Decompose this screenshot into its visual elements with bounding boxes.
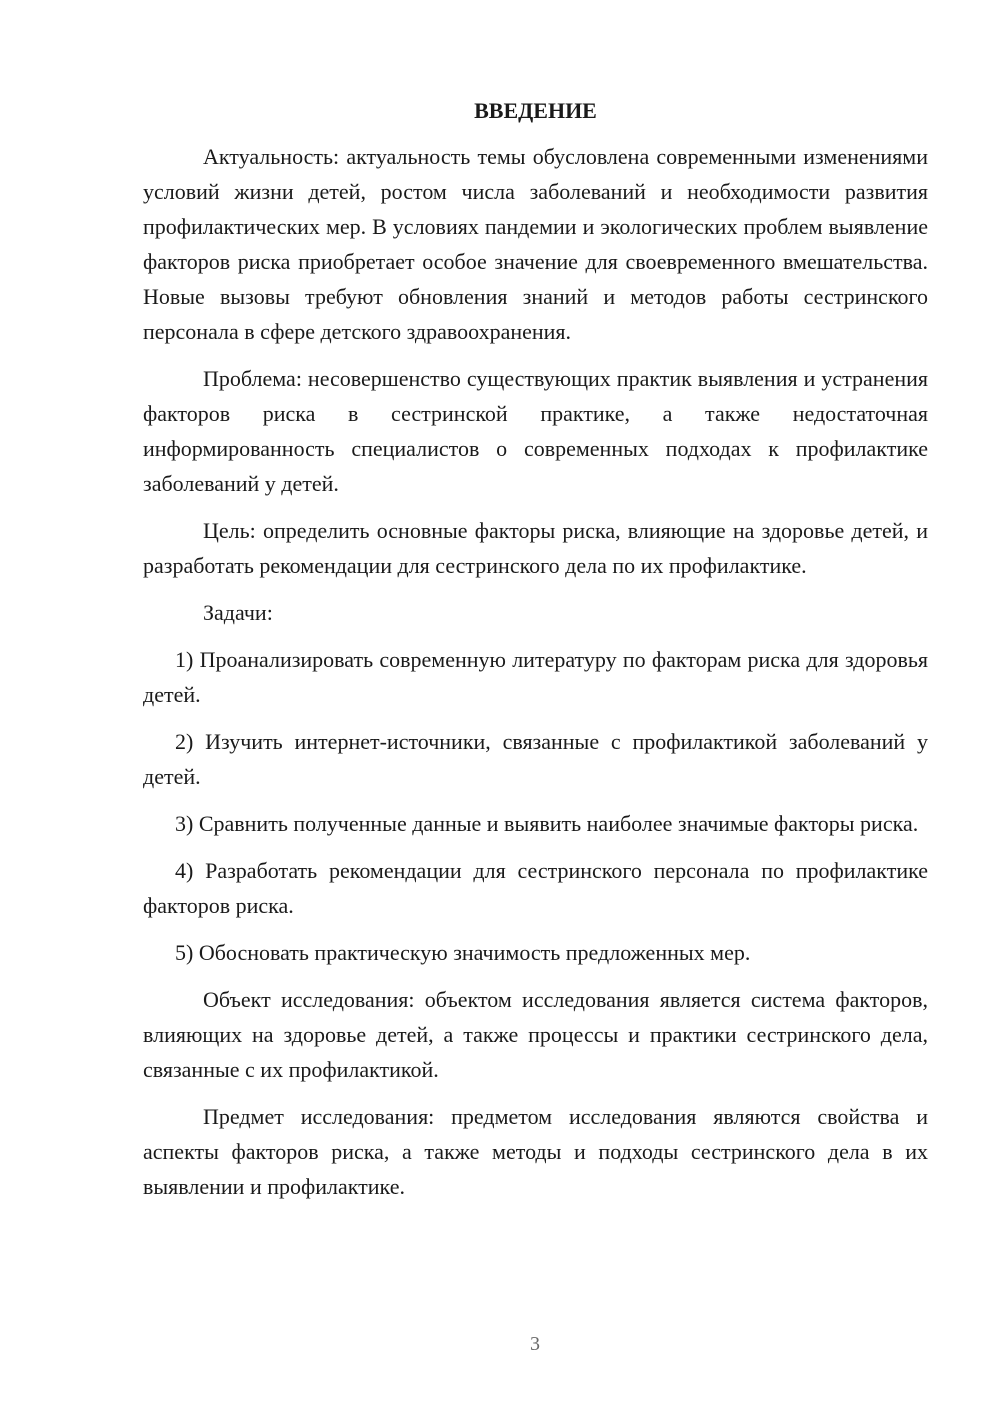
task-item-3: 3) Сравнить полученные данные и выявить наиболее значимые факторы риска. bbox=[175, 811, 919, 836]
subject-paragraph: Предмет исследования: предметом исследования являются свойства и аспекты факторов риска, а также методы и подходы сестринского дела в их выявлении и профилактике. bbox=[143, 1104, 928, 1199]
task-item-2: 2) Изучить интернет-источники, связанные с профилактикой заболеваний у детей. bbox=[143, 729, 928, 789]
task-item-1: 1) Проанализировать современную литературу по факторам риска для здоровья детей. bbox=[143, 647, 928, 707]
relevance-paragraph: Актуальность: актуальность темы обусловлена современными изменениями условий жизни детей, ростом числа заболеваний и необходимости развития профилактических мер. В условиях пандемии и экологических проблем выявление факторов риска приобретает особое значение для своевременного вмешательства. Новые вызовы требуют обновления знаний и методов работы сестринского персонала в сфере детского здравоохранения. bbox=[143, 144, 928, 344]
goal-paragraph: Цель: определить основные факторы риска, влияющие на здоровье детей, и разработать рекомендации для сестринского дела по их профилактике. bbox=[143, 518, 928, 578]
document-page bbox=[143, 94, 928, 1204]
tasks-label: Задачи: bbox=[203, 600, 273, 625]
problem-paragraph: Проблема: несовершенство существующих практик выявления и устранения факторов риска в сестринской практике, а также недостаточная информированность специалистов о современных подходах к профилактике заболеваний у детей. bbox=[143, 366, 928, 496]
object-paragraph: Объект исследования: объектом исследования является система факторов, влияющих на здоровье детей, а также процессы и практики сестринского дела, связанные с их профилактикой. bbox=[143, 987, 928, 1082]
section-heading: ВВЕДЕНИЕ bbox=[474, 98, 597, 123]
page-number: 3 bbox=[530, 1333, 540, 1355]
task-item-5: 5) Обосновать практическую значимость предложенных мер. bbox=[175, 940, 751, 965]
task-item-4: 4) Разработать рекомендации для сестринского персонала по профилактике факторов риска. bbox=[143, 858, 928, 918]
